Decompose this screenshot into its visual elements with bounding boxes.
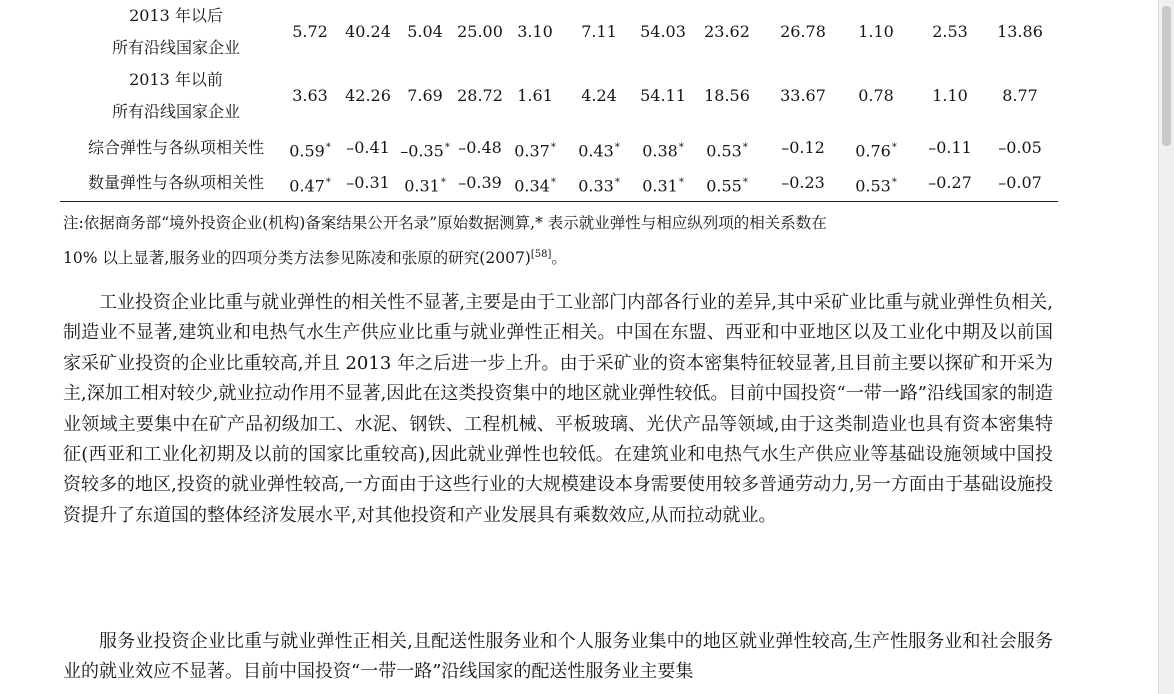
table-cell: 7.69 (407, 86, 443, 105)
table-cell: 13.86 (997, 22, 1043, 41)
significance-star: * (325, 142, 331, 153)
table-cell: 7.11 (581, 22, 617, 41)
table-cell: 8.77 (1002, 86, 1038, 105)
paragraph-industry: 工业投资企业比重与就业弹性的相关性不显著,主要是由于工业部门内部各行业的差异,其中采矿业比重与就业弹性负相关,制造业不显著,建筑业和电热气水生产供应业比重与就业弹性正相关。中国在东盟、西亚和中亚地区以及工业化中期及以前国家采矿业投资的企业比重较高,并且 2013 年之后进一步上升。由于采矿业的资本密集特征较显著,且目前主要以探矿和开采为主,深加工相对较少,就业拉动作用不显著,因此在这类投资集中的地区就业弹性较低。目前中国投资“一带一路”沿线国家的制造业领域主要集中在矿产品初级加工、水泥、钢铁、工程机械、平板玻璃、光伏产品等领域,由于这类制造业也具有资本密集特征(西亚和工业化初期及以前的国家比重较高),因此就业弹性也较低。在建筑业和电热气水生产供应业等基础设施领域中国投资较多的地区,投资的就业弹性较高,一方面由于这些行业的大规模建设本身需要使用较多普通劳动力,另一方面由于基础设施投资提升了东道国的整体经济发展水平,对其他投资和产业发展具有乘数效应,从而拉动就业。 (63, 292, 1053, 526)
table-cell: –0.11 (928, 138, 972, 157)
table-cell: 42.26 (345, 86, 391, 105)
row-label-line: 所有沿线国家企业 (111, 38, 240, 57)
row-label (60, 64, 292, 128)
table-cell: 33.67 (780, 86, 826, 105)
table-cell: –0.35* (400, 141, 450, 161)
table-row (0, 64, 1038, 128)
row-label-line: 2013 年以前 (129, 70, 223, 89)
significance-star: * (444, 142, 450, 153)
table-cell: 1.10 (932, 86, 968, 105)
table-cell: –0.39 (458, 173, 502, 192)
table-row (0, 130, 1042, 165)
significance-star: * (550, 142, 556, 153)
table-cell: 4.24 (581, 86, 617, 105)
vertical-scrollbar[interactable] (1158, 0, 1174, 694)
table-cell: 0.31* (642, 176, 684, 196)
row-label-line: 2013 年以后 (129, 6, 223, 25)
table-row (0, 0, 1043, 64)
table-cell: –0.48 (458, 138, 502, 157)
table-cell: 0.38* (642, 141, 684, 161)
significance-star: * (440, 177, 446, 188)
row-label-line: 综合弹性与各纵项相关性 (87, 137, 264, 157)
table-cell: –0.05 (998, 138, 1042, 157)
table-cell: 25.00 (457, 22, 503, 41)
table-cell: 0.53* (855, 176, 897, 196)
table-cell: –0.12 (781, 138, 825, 157)
table-cell: 0.47* (289, 176, 331, 196)
table-cell: 0.59* (289, 141, 331, 161)
table-cell: 54.03 (640, 22, 686, 41)
table-cell: –0.41 (346, 138, 390, 157)
significance-star: * (614, 142, 620, 153)
table-cell: –0.31 (346, 173, 390, 192)
row-label-line: 所有沿线国家企业 (111, 102, 240, 121)
table-cell: 0.78 (858, 86, 894, 105)
table-bottom-rule (60, 201, 1058, 202)
table-cell: 26.78 (780, 22, 826, 41)
table-cell: 5.04 (407, 22, 443, 41)
table-cell: 0.34* (514, 176, 556, 196)
significance-star: * (614, 177, 620, 188)
significance-star: * (742, 142, 748, 153)
table-cell: 0.37* (514, 141, 556, 161)
table-cell: 0.76* (855, 141, 897, 161)
table-cell: 0.53* (706, 141, 748, 161)
significance-star: * (891, 142, 897, 153)
table-cell: 1.10 (858, 22, 894, 41)
table-cell: –0.07 (998, 173, 1042, 192)
table-cell: 3.63 (292, 86, 328, 105)
row-label (60, 165, 292, 200)
significance-star: * (742, 177, 748, 188)
note-citation: [58] (530, 249, 552, 260)
note-line-2: 10% 以上显著,服务业的四项分类方法参见陈凌和张原的研究(2007)[58]。 (63, 249, 567, 268)
table-cell: 5.72 (292, 22, 328, 41)
table-cell: 1.61 (517, 86, 553, 105)
note-line-1: 注:依据商务部“境外投资企业(机构)备案结果公开名录”原始数据测算,* 表示就业弹性与相应纵列项的相关系数在 (63, 214, 827, 232)
significance-star: * (550, 177, 556, 188)
significance-star: * (891, 177, 897, 188)
table-cell: 3.10 (517, 22, 553, 41)
table-cell: –0.23 (781, 173, 825, 192)
table-cell: 0.31* (404, 176, 446, 196)
table-cell: 18.56 (704, 86, 750, 105)
table-cell: 54.11 (640, 86, 686, 105)
table-cell: –0.27 (928, 173, 972, 192)
paragraph-services: 服务业投资企业比重与就业弹性正相关,且配送性服务业和个人服务业集中的地区就业弹性较高,生产性服务业和社会服务业的就业效应不显著。目前中国投资“一带一路”沿线国家的配送性服务业主要集 (63, 631, 1053, 683)
table-cell: 28.72 (457, 86, 503, 105)
row-label (60, 0, 292, 64)
table-row (0, 165, 1042, 200)
table-cell: 23.62 (704, 22, 750, 41)
scrollbar-thumb[interactable] (1162, 6, 1171, 146)
table-cell: 2.53 (932, 22, 968, 41)
table-cell: 0.55* (706, 176, 748, 196)
row-label-line: 数量弹性与各纵项相关性 (87, 172, 264, 192)
table-cell: 0.43* (578, 141, 620, 161)
row-label (60, 130, 292, 165)
significance-star: * (325, 177, 331, 188)
table-cell: 40.24 (345, 22, 391, 41)
table-note (63, 208, 1058, 274)
table-cell: 0.33* (578, 176, 620, 196)
significance-star: * (678, 177, 684, 188)
significance-star: * (678, 142, 684, 153)
